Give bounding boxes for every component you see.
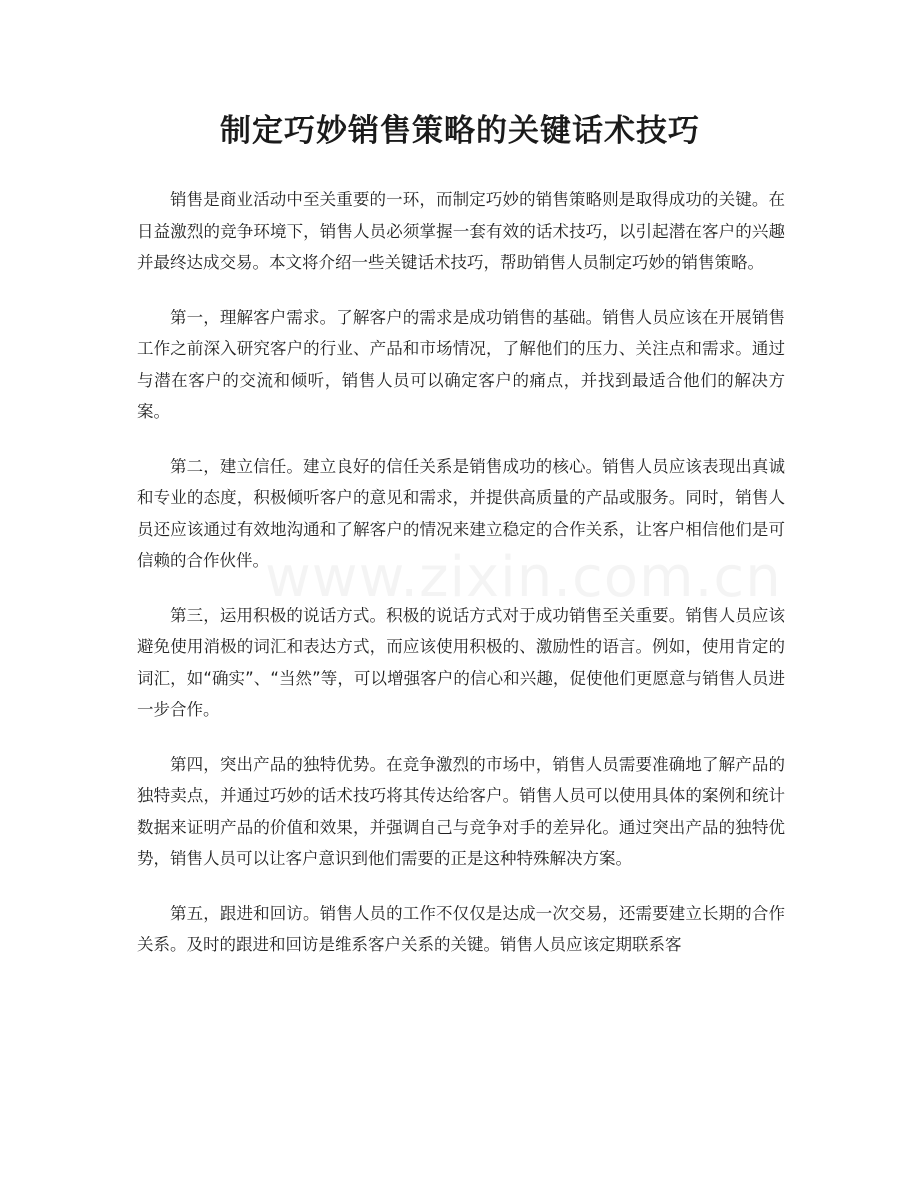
document-title: 制定巧妙销售策略的关键话术技巧 [220,113,700,149]
paragraph-3: 第三，运用积极的说话方式。积极的说话方式对于成功销售至关重要。销售人员应该避免使用消极的词汇和表达方式，而应该使用积极的、激励性的语言。例如，使用肯定的词汇，如“确实”、“当然”等，可以增强客户的信心和兴趣，促使他们更愿意与销售人员进一步合作。 [137,605,785,719]
paragraph-1: 第一，理解客户需求。了解客户的需求是成功销售的基础。销售人员应该在开展销售工作之前深入研究客户的行业、产品和市场情况，了解他们的压力、关注点和需求。通过与潜在客户的交流和倾听，销售人员可以确定客户的痛点，并找到最适合他们的解决方案。 [137,307,785,421]
document-body [137,184,785,984]
paragraph-2: 第二，建立信任。建立良好的信任关系是销售成功的核心。销售人员应该表现出真诚和专业的态度，积极倾听客户的意见和需求，并提供高质量的产品或服务。同时，销售人员还应该通过有效地沟通和了解客户的情况来建立稳定的合作关系，让客户相信他们是可信赖的合作伙伴。 [137,456,785,570]
paragraph-intro: 销售是商业活动中至关重要的一环，而制定巧妙的销售策略则是取得成功的关键。在日益激烈的竞争环境下，销售人员必须掌握一套有效的话术技巧，以引起潜在客户的兴趣并最终达成交易。本文将介绍一些关键话术技巧，帮助销售人员制定巧妙的销售策略。 [137,190,785,272]
paragraph-5: 第五，跟进和回访。销售人员的工作不仅仅是达成一次交易，还需要建立长期的合作关系。及时的跟进和回访是维系客户关系的关键。销售人员应该定期联系客 [137,903,785,954]
paragraph-4: 第四，突出产品的独特优势。在竞争激烈的市场中，销售人员需要准确地了解产品的独特卖点，并通过巧妙的话术技巧将其传达给客户。销售人员可以使用具体的案例和统计数据来证明产品的价值和效果，并强调自己与竞争对手的差异化。通过突出产品的独特优势，销售人员可以让客户意识到他们需要的正是这种特殊解决方案。 [137,754,785,868]
